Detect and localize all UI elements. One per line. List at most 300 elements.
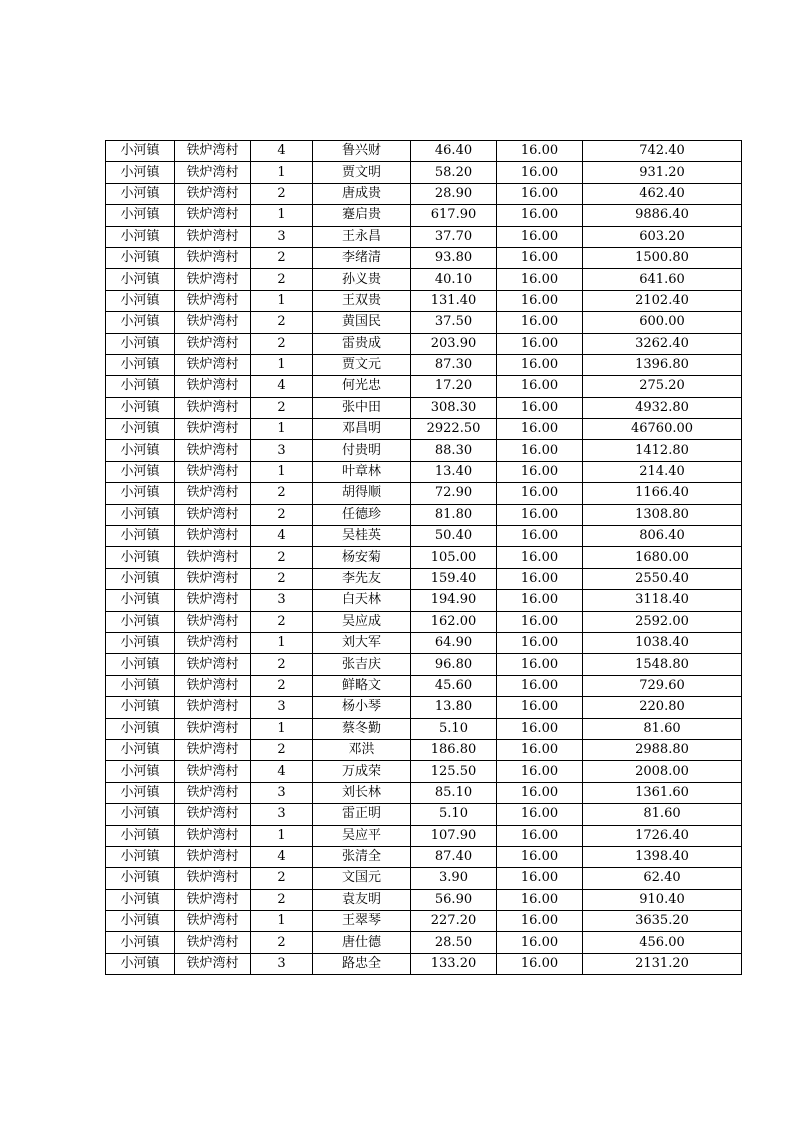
town-cell: 小河镇: [106, 183, 175, 204]
village-cell: 铁炉湾村: [175, 312, 251, 333]
town-cell: 小河镇: [106, 247, 175, 268]
area-cell: 72.90: [411, 483, 497, 504]
rate-cell: 16.00: [497, 868, 583, 889]
village-cell: 铁炉湾村: [175, 483, 251, 504]
name-cell: 刘大军: [313, 632, 411, 653]
name-cell: 鲜略文: [313, 675, 411, 696]
name-cell: 任德珍: [313, 504, 411, 525]
name-cell: 白天林: [313, 590, 411, 611]
village-cell: 铁炉湾村: [175, 868, 251, 889]
table-row: [106, 611, 742, 632]
table-row: [106, 461, 742, 482]
town-cell: 小河镇: [106, 376, 175, 397]
area-cell: 105.00: [411, 547, 497, 568]
group-cell: 2: [251, 269, 313, 290]
amount-cell: 1500.80: [583, 247, 742, 268]
town-cell: 小河镇: [106, 846, 175, 867]
village-cell: 铁炉湾村: [175, 590, 251, 611]
name-cell: 路忠全: [313, 953, 411, 974]
town-cell: 小河镇: [106, 590, 175, 611]
amount-cell: 62.40: [583, 868, 742, 889]
area-cell: 87.30: [411, 354, 497, 375]
group-cell: 2: [251, 312, 313, 333]
amount-cell: 600.00: [583, 312, 742, 333]
village-cell: 铁炉湾村: [175, 247, 251, 268]
area-cell: 617.90: [411, 205, 497, 226]
group-cell: 2: [251, 654, 313, 675]
rate-cell: 16.00: [497, 483, 583, 504]
area-cell: 162.00: [411, 611, 497, 632]
name-cell: 吴应成: [313, 611, 411, 632]
table-body: [106, 141, 742, 975]
group-cell: 1: [251, 461, 313, 482]
name-cell: 邓洪: [313, 739, 411, 760]
name-cell: 李先友: [313, 568, 411, 589]
group-cell: 2: [251, 675, 313, 696]
town-cell: 小河镇: [106, 354, 175, 375]
group-cell: 2: [251, 739, 313, 760]
name-cell: 孙义贵: [313, 269, 411, 290]
rate-cell: 16.00: [497, 162, 583, 183]
group-cell: 2: [251, 247, 313, 268]
amount-cell: 1412.80: [583, 440, 742, 461]
table-row: [106, 205, 742, 226]
town-cell: 小河镇: [106, 440, 175, 461]
amount-cell: 1398.40: [583, 846, 742, 867]
table-row: [106, 333, 742, 354]
table-row: [106, 312, 742, 333]
rate-cell: 16.00: [497, 782, 583, 803]
area-cell: 88.30: [411, 440, 497, 461]
area-cell: 37.70: [411, 226, 497, 247]
group-cell: 1: [251, 419, 313, 440]
amount-cell: 2988.80: [583, 739, 742, 760]
table-row: [106, 568, 742, 589]
table-row: [106, 697, 742, 718]
rate-cell: 16.00: [497, 461, 583, 482]
town-cell: 小河镇: [106, 782, 175, 803]
group-cell: 4: [251, 761, 313, 782]
rate-cell: 16.00: [497, 247, 583, 268]
name-cell: 胡得顺: [313, 483, 411, 504]
town-cell: 小河镇: [106, 718, 175, 739]
name-cell: 刘长林: [313, 782, 411, 803]
amount-cell: 220.80: [583, 697, 742, 718]
table-row: [106, 183, 742, 204]
village-cell: 铁炉湾村: [175, 804, 251, 825]
area-cell: 125.50: [411, 761, 497, 782]
town-cell: 小河镇: [106, 141, 175, 162]
rate-cell: 16.00: [497, 269, 583, 290]
name-cell: 张吉庆: [313, 654, 411, 675]
town-cell: 小河镇: [106, 632, 175, 653]
village-cell: 铁炉湾村: [175, 654, 251, 675]
town-cell: 小河镇: [106, 932, 175, 953]
village-cell: 铁炉湾村: [175, 269, 251, 290]
group-cell: 3: [251, 804, 313, 825]
table-row: [106, 141, 742, 162]
area-cell: 194.90: [411, 590, 497, 611]
area-cell: 96.80: [411, 654, 497, 675]
amount-cell: 806.40: [583, 526, 742, 547]
table-row: [106, 868, 742, 889]
area-cell: 56.90: [411, 889, 497, 910]
name-cell: 雷正明: [313, 804, 411, 825]
village-cell: 铁炉湾村: [175, 226, 251, 247]
group-cell: 2: [251, 397, 313, 418]
town-cell: 小河镇: [106, 547, 175, 568]
name-cell: 贾文元: [313, 354, 411, 375]
village-cell: 铁炉湾村: [175, 333, 251, 354]
amount-cell: 603.20: [583, 226, 742, 247]
amount-cell: 3262.40: [583, 333, 742, 354]
name-cell: 叶章林: [313, 461, 411, 482]
group-cell: 1: [251, 354, 313, 375]
amount-cell: 910.40: [583, 889, 742, 910]
area-cell: 3.90: [411, 868, 497, 889]
amount-cell: 1396.80: [583, 354, 742, 375]
amount-cell: 9886.40: [583, 205, 742, 226]
town-cell: 小河镇: [106, 162, 175, 183]
name-cell: 张清全: [313, 846, 411, 867]
area-cell: 81.80: [411, 504, 497, 525]
area-cell: 46.40: [411, 141, 497, 162]
area-cell: 13.80: [411, 697, 497, 718]
name-cell: 杨小琴: [313, 697, 411, 718]
village-cell: 铁炉湾村: [175, 632, 251, 653]
amount-cell: 4932.80: [583, 397, 742, 418]
group-cell: 1: [251, 911, 313, 932]
amount-cell: 729.60: [583, 675, 742, 696]
amount-cell: 3635.20: [583, 911, 742, 932]
amount-cell: 2008.00: [583, 761, 742, 782]
group-cell: 4: [251, 846, 313, 867]
town-cell: 小河镇: [106, 419, 175, 440]
village-cell: 铁炉湾村: [175, 290, 251, 311]
area-cell: 5.10: [411, 804, 497, 825]
table-row: [106, 782, 742, 803]
rate-cell: 16.00: [497, 183, 583, 204]
area-cell: 64.90: [411, 632, 497, 653]
amount-cell: 1166.40: [583, 483, 742, 504]
village-cell: 铁炉湾村: [175, 889, 251, 910]
table-row: [106, 504, 742, 525]
group-cell: 2: [251, 568, 313, 589]
town-cell: 小河镇: [106, 804, 175, 825]
amount-cell: 2102.40: [583, 290, 742, 311]
amount-cell: 2592.00: [583, 611, 742, 632]
amount-cell: 456.00: [583, 932, 742, 953]
town-cell: 小河镇: [106, 697, 175, 718]
rate-cell: 16.00: [497, 290, 583, 311]
village-cell: 铁炉湾村: [175, 568, 251, 589]
group-cell: 1: [251, 205, 313, 226]
name-cell: 袁友明: [313, 889, 411, 910]
village-cell: 铁炉湾村: [175, 718, 251, 739]
area-cell: 40.10: [411, 269, 497, 290]
area-cell: 93.80: [411, 247, 497, 268]
village-cell: 铁炉湾村: [175, 911, 251, 932]
village-cell: 铁炉湾村: [175, 675, 251, 696]
area-cell: 87.40: [411, 846, 497, 867]
amount-cell: 81.60: [583, 718, 742, 739]
group-cell: 2: [251, 868, 313, 889]
town-cell: 小河镇: [106, 461, 175, 482]
group-cell: 3: [251, 226, 313, 247]
rate-cell: 16.00: [497, 654, 583, 675]
table-row: [106, 761, 742, 782]
name-cell: 杨安菊: [313, 547, 411, 568]
village-cell: 铁炉湾村: [175, 932, 251, 953]
village-cell: 铁炉湾村: [175, 461, 251, 482]
name-cell: 吴桂英: [313, 526, 411, 547]
village-cell: 铁炉湾村: [175, 205, 251, 226]
town-cell: 小河镇: [106, 739, 175, 760]
rate-cell: 16.00: [497, 568, 583, 589]
town-cell: 小河镇: [106, 333, 175, 354]
town-cell: 小河镇: [106, 654, 175, 675]
area-cell: 133.20: [411, 953, 497, 974]
name-cell: 付贵明: [313, 440, 411, 461]
table-row: [106, 226, 742, 247]
town-cell: 小河镇: [106, 483, 175, 504]
table-row: [106, 846, 742, 867]
rate-cell: 16.00: [497, 739, 583, 760]
name-cell: 文国元: [313, 868, 411, 889]
town-cell: 小河镇: [106, 868, 175, 889]
rate-cell: 16.00: [497, 932, 583, 953]
group-cell: 3: [251, 440, 313, 461]
rate-cell: 16.00: [497, 761, 583, 782]
area-cell: 85.10: [411, 782, 497, 803]
group-cell: 3: [251, 953, 313, 974]
rate-cell: 16.00: [497, 440, 583, 461]
group-cell: 3: [251, 590, 313, 611]
table-row: [106, 483, 742, 504]
table-row: [106, 290, 742, 311]
table-row: [106, 419, 742, 440]
village-cell: 铁炉湾村: [175, 547, 251, 568]
name-cell: 何光忠: [313, 376, 411, 397]
group-cell: 2: [251, 504, 313, 525]
town-cell: 小河镇: [106, 269, 175, 290]
village-cell: 铁炉湾村: [175, 953, 251, 974]
table-row: [106, 526, 742, 547]
area-cell: 227.20: [411, 911, 497, 932]
rate-cell: 16.00: [497, 526, 583, 547]
name-cell: 贾文明: [313, 162, 411, 183]
rate-cell: 16.00: [497, 675, 583, 696]
table-row: [106, 397, 742, 418]
table-row: [106, 804, 742, 825]
group-cell: 1: [251, 162, 313, 183]
name-cell: 鲁兴财: [313, 141, 411, 162]
area-cell: 5.10: [411, 718, 497, 739]
amount-cell: 1726.40: [583, 825, 742, 846]
table-row: [106, 547, 742, 568]
town-cell: 小河镇: [106, 568, 175, 589]
village-cell: 铁炉湾村: [175, 611, 251, 632]
group-cell: 2: [251, 333, 313, 354]
village-cell: 铁炉湾村: [175, 141, 251, 162]
name-cell: 唐成贵: [313, 183, 411, 204]
town-cell: 小河镇: [106, 761, 175, 782]
name-cell: 王翠琴: [313, 911, 411, 932]
name-cell: 雷贵成: [313, 333, 411, 354]
table-row: [106, 440, 742, 461]
group-cell: 1: [251, 290, 313, 311]
village-cell: 铁炉湾村: [175, 162, 251, 183]
name-cell: 张中田: [313, 397, 411, 418]
amount-cell: 641.60: [583, 269, 742, 290]
town-cell: 小河镇: [106, 205, 175, 226]
town-cell: 小河镇: [106, 290, 175, 311]
rate-cell: 16.00: [497, 590, 583, 611]
area-cell: 50.40: [411, 526, 497, 547]
amount-cell: 2550.40: [583, 568, 742, 589]
town-cell: 小河镇: [106, 226, 175, 247]
rate-cell: 16.00: [497, 419, 583, 440]
town-cell: 小河镇: [106, 504, 175, 525]
name-cell: 王双贵: [313, 290, 411, 311]
village-cell: 铁炉湾村: [175, 697, 251, 718]
rate-cell: 16.00: [497, 697, 583, 718]
group-cell: 2: [251, 183, 313, 204]
rate-cell: 16.00: [497, 632, 583, 653]
name-cell: 蔡冬勤: [313, 718, 411, 739]
amount-cell: 1308.80: [583, 504, 742, 525]
area-cell: 37.50: [411, 312, 497, 333]
group-cell: 3: [251, 782, 313, 803]
amount-cell: 81.60: [583, 804, 742, 825]
rate-cell: 16.00: [497, 226, 583, 247]
rate-cell: 16.00: [497, 611, 583, 632]
village-cell: 铁炉湾村: [175, 376, 251, 397]
town-cell: 小河镇: [106, 953, 175, 974]
name-cell: 蹇启贵: [313, 205, 411, 226]
rate-cell: 16.00: [497, 312, 583, 333]
table-row: [106, 269, 742, 290]
name-cell: 李绪清: [313, 247, 411, 268]
village-cell: 铁炉湾村: [175, 739, 251, 760]
rate-cell: 16.00: [497, 205, 583, 226]
town-cell: 小河镇: [106, 889, 175, 910]
rate-cell: 16.00: [497, 397, 583, 418]
village-cell: 铁炉湾村: [175, 526, 251, 547]
amount-cell: 931.20: [583, 162, 742, 183]
group-cell: 4: [251, 376, 313, 397]
group-cell: 3: [251, 697, 313, 718]
group-cell: 2: [251, 932, 313, 953]
rate-cell: 16.00: [497, 911, 583, 932]
rate-cell: 16.00: [497, 547, 583, 568]
group-cell: 2: [251, 483, 313, 504]
area-cell: 186.80: [411, 739, 497, 760]
name-cell: 唐仕德: [313, 932, 411, 953]
group-cell: 1: [251, 632, 313, 653]
amount-cell: 46760.00: [583, 419, 742, 440]
name-cell: 黄国民: [313, 312, 411, 333]
rate-cell: 16.00: [497, 141, 583, 162]
amount-cell: 214.40: [583, 461, 742, 482]
area-cell: 17.20: [411, 376, 497, 397]
group-cell: 4: [251, 526, 313, 547]
group-cell: 2: [251, 889, 313, 910]
table-row: [106, 162, 742, 183]
table-row: [106, 590, 742, 611]
village-cell: 铁炉湾村: [175, 183, 251, 204]
town-cell: 小河镇: [106, 526, 175, 547]
rate-cell: 16.00: [497, 804, 583, 825]
name-cell: 万成荣: [313, 761, 411, 782]
area-cell: 203.90: [411, 333, 497, 354]
area-cell: 45.60: [411, 675, 497, 696]
table-row: [106, 632, 742, 653]
area-cell: 107.90: [411, 825, 497, 846]
amount-cell: 1038.40: [583, 632, 742, 653]
town-cell: 小河镇: [106, 911, 175, 932]
name-cell: 邓昌明: [313, 419, 411, 440]
table-row: [106, 889, 742, 910]
amount-cell: 462.40: [583, 183, 742, 204]
table-row: [106, 911, 742, 932]
amount-cell: 742.40: [583, 141, 742, 162]
village-cell: 铁炉湾村: [175, 419, 251, 440]
name-cell: 王永昌: [313, 226, 411, 247]
village-cell: 铁炉湾村: [175, 354, 251, 375]
group-cell: 1: [251, 825, 313, 846]
area-cell: 58.20: [411, 162, 497, 183]
rate-cell: 16.00: [497, 718, 583, 739]
village-cell: 铁炉湾村: [175, 782, 251, 803]
table-row: [106, 354, 742, 375]
table-row: [106, 739, 742, 760]
village-cell: 铁炉湾村: [175, 825, 251, 846]
rate-cell: 16.00: [497, 504, 583, 525]
rate-cell: 16.00: [497, 825, 583, 846]
group-cell: 4: [251, 141, 313, 162]
area-cell: 131.40: [411, 290, 497, 311]
village-cell: 铁炉湾村: [175, 504, 251, 525]
amount-cell: 2131.20: [583, 953, 742, 974]
name-cell: 吴应平: [313, 825, 411, 846]
town-cell: 小河镇: [106, 312, 175, 333]
table-row: [106, 675, 742, 696]
rate-cell: 16.00: [497, 846, 583, 867]
area-cell: 2922.50: [411, 419, 497, 440]
rate-cell: 16.00: [497, 889, 583, 910]
rate-cell: 16.00: [497, 333, 583, 354]
town-cell: 小河镇: [106, 825, 175, 846]
table-row: [106, 953, 742, 974]
amount-cell: 3118.40: [583, 590, 742, 611]
area-cell: 308.30: [411, 397, 497, 418]
group-cell: 2: [251, 547, 313, 568]
town-cell: 小河镇: [106, 397, 175, 418]
area-cell: 28.50: [411, 932, 497, 953]
area-cell: 13.40: [411, 461, 497, 482]
table-row: [106, 718, 742, 739]
village-cell: 铁炉湾村: [175, 761, 251, 782]
rate-cell: 16.00: [497, 354, 583, 375]
town-cell: 小河镇: [106, 611, 175, 632]
village-cell: 铁炉湾村: [175, 440, 251, 461]
table-row: [106, 247, 742, 268]
table-row: [106, 932, 742, 953]
data-table: [105, 140, 742, 975]
amount-cell: 275.20: [583, 376, 742, 397]
table-row: [106, 825, 742, 846]
